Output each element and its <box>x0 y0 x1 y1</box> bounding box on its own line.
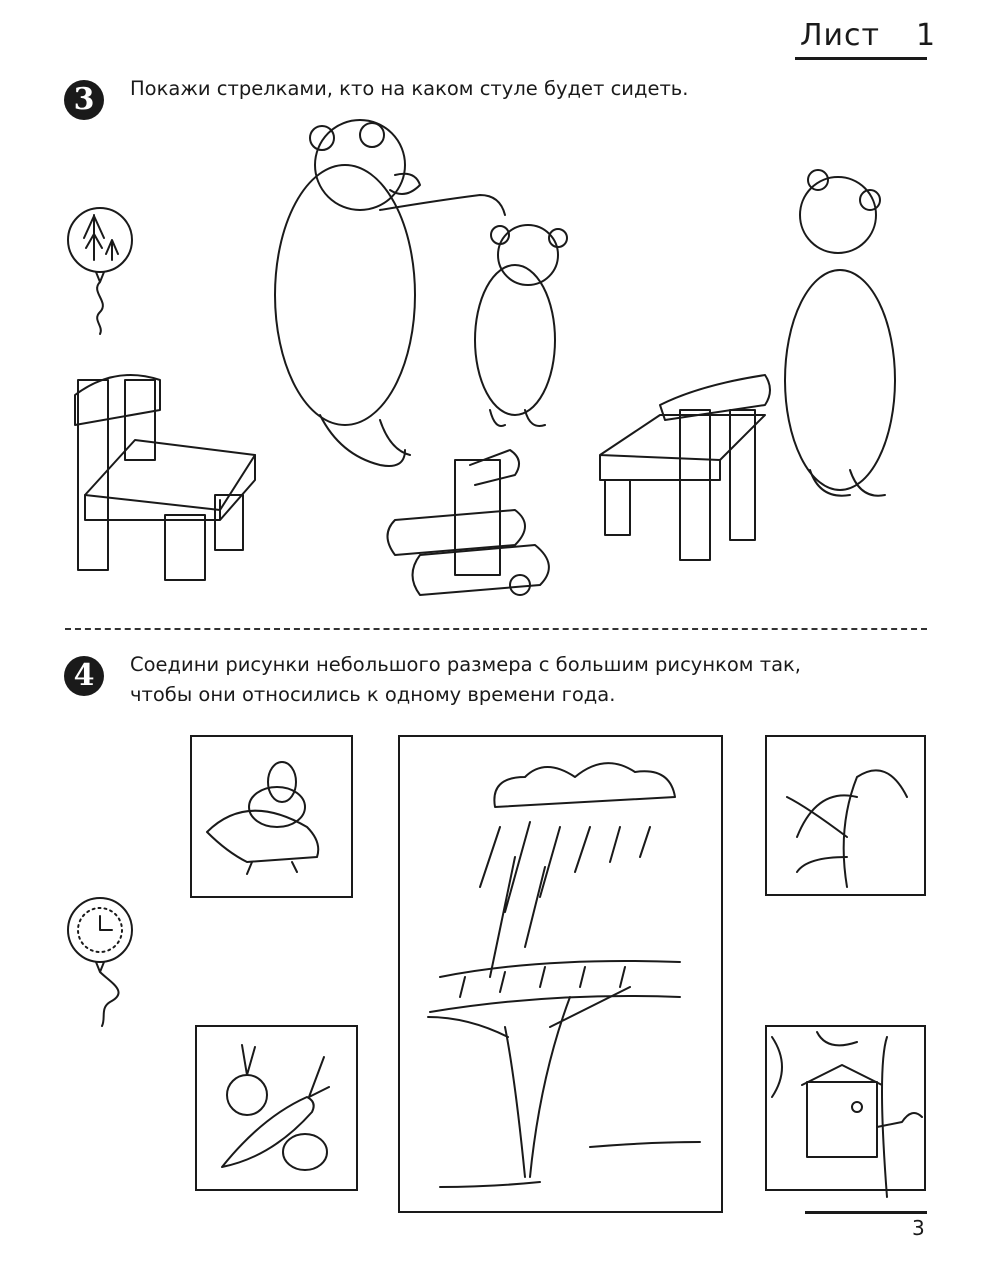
hedgehog-mushroom-picture[interactable] <box>190 735 353 898</box>
sheet-word: Лист <box>800 18 881 53</box>
task-3-instruction: Покажи стрелками, кто на каком стуле будет сидеть. <box>130 77 689 100</box>
sheet-number: 1 <box>916 18 937 53</box>
vegetables-picture[interactable] <box>195 1025 358 1191</box>
page-number: 3 <box>912 1216 925 1240</box>
task-4-instruction-line-2: чтобы они относились к одному времени года. <box>130 683 616 706</box>
task-4-instruction-line-1: Соедини рисунки небольшого размера с большим рисунком так, <box>130 653 801 676</box>
spring-leaves-picture[interactable] <box>765 735 926 896</box>
task-3-badge: 3 <box>64 80 104 120</box>
task-4-badge: 4 <box>64 656 104 696</box>
page-number-rule <box>805 1211 927 1214</box>
birdhouse-picture[interactable] <box>765 1025 926 1191</box>
autumn-rain-picture[interactable] <box>398 735 723 1213</box>
